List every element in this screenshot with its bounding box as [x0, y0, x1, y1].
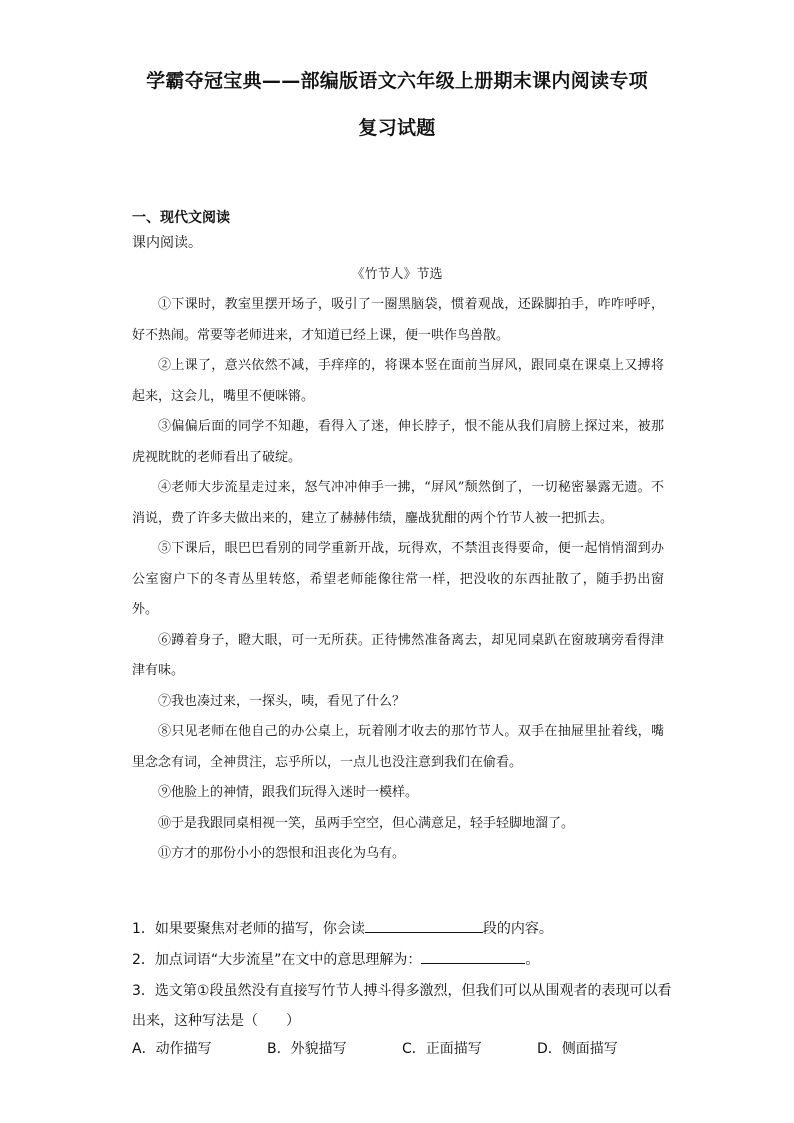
question-1-suffix: 段的内容。 [482, 921, 553, 937]
question-1 [132, 914, 672, 944]
passage-paragraph: ⑩于是我跟同桌相视一笑，虽两手空空，但心满意足，轻手轻脚地溜了。 [158, 815, 575, 831]
passage-paragraph: ⑪方才的那份小小的怨恨和沮丧化为乌有。 [158, 846, 406, 861]
question-3-options [132, 1038, 672, 1058]
option-b[interactable]: B．外貌描写 [267, 1041, 347, 1057]
question-2 [132, 945, 672, 975]
document-subtitle: 复习试题 [358, 117, 436, 139]
answer-blank[interactable] [365, 916, 483, 933]
passage-paragraph: ⑥蹲着身子，瞪大眼，可一无所获。正待怫然准备离去，却见同桌趴在窗玻璃旁看得津津有味。 [132, 632, 664, 678]
question-2-text: 2．加点词语“大步流星”在文中的意思理解为： [132, 952, 422, 968]
passage-title: 《竹节人》节选 [351, 267, 443, 282]
passage-paragraph: ⑤下课后，眼巴巴看别的同学重新开战，玩得欢，不禁沮丧得要命，便一起悄悄溜到办公室窗户下的冬青丛里转悠，希望老师能像往常一样，把没收的东西扯散了，随手扔出窗外。 [132, 541, 664, 617]
passage-paragraph: ⑨他脸上的神情，跟我们玩得入迷时一模样。 [158, 785, 419, 800]
passage-body [132, 290, 664, 870]
question-1-text: 1．如果要聚焦对老师的描写，你会读 [132, 921, 365, 937]
option-a[interactable]: A．动作描写 [132, 1041, 212, 1057]
passage-paragraph: ①下课时，教室里摆开场子，吸引了一圈黑脑袋，惯着观战，还跺脚拍手，咋咋呼呼，好不热闹。常要等老师进来，才知道已经上课，便一哄作鸟兽散。 [132, 297, 664, 343]
section-heading: 一、现代文阅读 [132, 210, 230, 226]
passage-paragraph: ②上课了，意兴依然不减，手痒痒的，将课本竖在面前当屏风，跟同桌在课桌上又搏将起来，这会儿，嘴里不便咪锵。 [132, 358, 664, 404]
option-c[interactable]: C．正面描写 [402, 1041, 482, 1057]
document-title: 学霸夺冠宝典——部编版语文六年级上册期末课内阅读专项 [146, 70, 648, 92]
section-intro: 课内阅读。 [132, 235, 202, 251]
passage-paragraph: ③偏偏后面的同学不知趣，看得入了迷，伸长脖子，恨不能从我们肩膀上探过来，被那虎视眈眈的老师看出了破绽。 [132, 419, 664, 465]
option-d[interactable]: D．侧面描写 [537, 1041, 618, 1057]
passage-paragraph: ⑧只见老师在他自己的办公桌上，玩着刚才收去的那竹节人。双手在抽屉里扯着线，嘴里念念有词，全神贯注，忘乎所以，一点儿也没注意到我们在偷看。 [132, 724, 664, 770]
question-2-suffix: 。 [525, 952, 540, 968]
answer-blank[interactable] [421, 947, 525, 964]
passage-paragraph: ④老师大步流星走过来，怒气冲冲伸手一拂，“屏风”颓然倒了，一切秘密暴露无遗。不消说，费了许多夫做出来的，建立了赫赫伟绩，鏖战犹酣的两个竹节人被一把抓去。 [132, 480, 664, 526]
passage-paragraph: ⑦我也凑过来，一探头，咦，看见了什么？ [158, 693, 406, 709]
question-3: 3．选文第①段虽然没有直接写竹节人搏斗得多激烈，但我们可以从围观者的表现可以看出来，这种写法是（ ） [132, 983, 672, 1029]
